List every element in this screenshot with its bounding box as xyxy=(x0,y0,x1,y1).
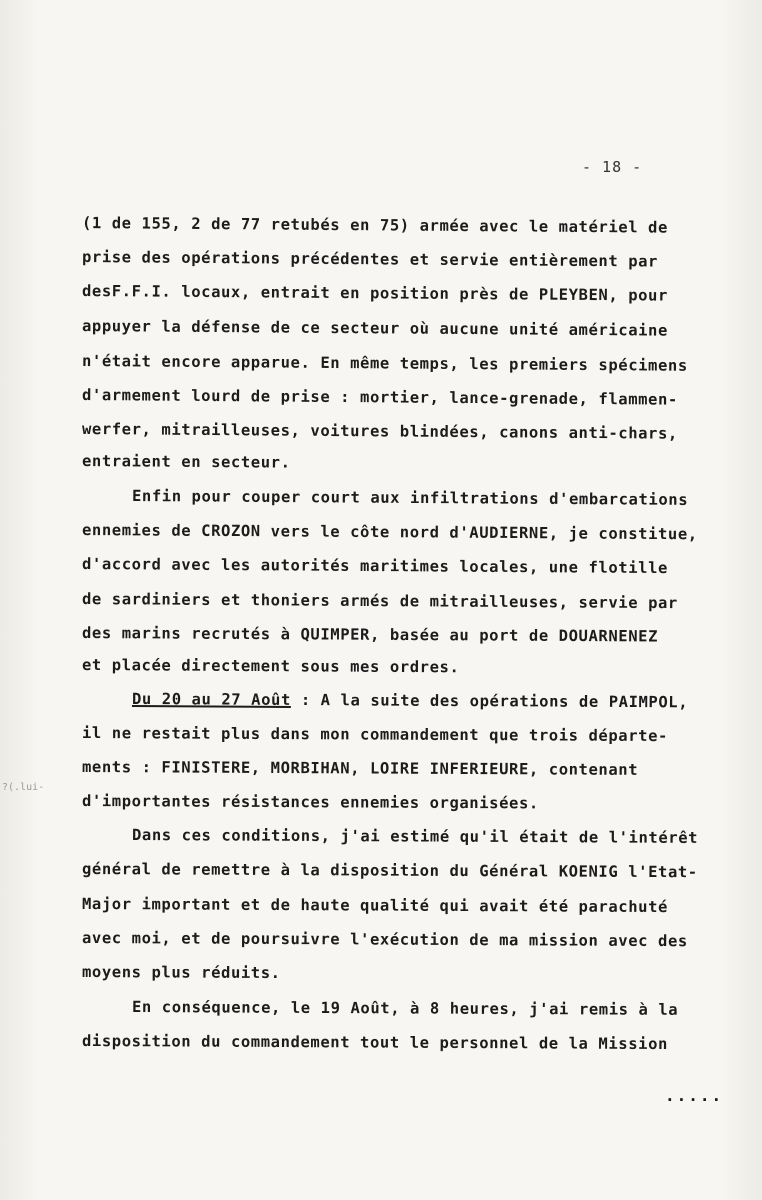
text-line: général de remettre à la disposition du Général KOENIG l'Etat- xyxy=(81,860,698,882)
text-line: entraient en secteur. xyxy=(81,452,291,472)
text-line: d'importantes résistances ennemies organisées. xyxy=(81,792,539,813)
text-line: ments : FINISTERE, MORBIHAN, LOIRE INFERIEURE, contenant xyxy=(81,758,639,779)
text-line: desF.F.I. locaux, entrait en position près de PLEYBEN, pour xyxy=(81,282,669,305)
text-line: prise des opérations précédentes et servie entièrement par xyxy=(81,248,659,271)
text-line: d'armement lourd de prise : mortier, lance-grenade, flammen- xyxy=(81,386,678,409)
text-line: werfer, mitrailleuses, voitures blindées, canons anti-chars, xyxy=(81,420,678,443)
text-line: avec moi, et de poursuivre l'exécution de ma mission avec des xyxy=(81,929,688,951)
text-line: disposition du commandement tout le personnel de la Mission xyxy=(81,1032,669,1054)
text-line: En conséquence, le 19 Août, à 8 heures, j'ai remis à la xyxy=(131,998,679,1019)
text-line: il ne restait plus dans mon commandement que trois départe- xyxy=(81,724,669,746)
text-line: Enfin pour couper court aux infiltrations d'embarcations xyxy=(131,487,689,509)
text-line: Major important et de haute qualité qui avait été parachuté xyxy=(81,895,669,917)
continuation-marker: ..... xyxy=(665,1086,724,1105)
text-line: et placée directement sous mes ordres. xyxy=(81,656,460,677)
text-line: ennemies de CROZON vers le côte nord d'AUDIERNE, je constitue, xyxy=(81,521,698,544)
margin-annotation: ?(.lui- xyxy=(2,782,45,793)
text-line: de sardiniers et thoniers armés de mitrailleuses, servie par xyxy=(81,590,678,613)
date-range: Du 20 au 27 Août xyxy=(131,690,291,709)
text-line: n'était encore apparue. En même temps, les premiers spécimens xyxy=(81,352,688,375)
text-line: appuyer la défense de ce secteur où aucune unité américaine xyxy=(81,317,669,340)
text-line: d'accord avec les autorités maritimes locales, une flotille xyxy=(81,555,669,578)
text-line: (1 de 155, 2 de 77 retubés en 75) armée avec le matériel de xyxy=(81,214,669,237)
dated-line-text: : A la suite des opérations de PAIMPOL, xyxy=(290,690,689,712)
text-line: des marins recrutés à QUIMPER, basée au port de DOUARNENEZ xyxy=(81,624,659,646)
dated-line xyxy=(132,690,688,711)
page-number: - 18 - xyxy=(582,158,643,176)
text-line: moyens plus réduits. xyxy=(81,963,281,983)
text-line: Dans ces conditions, j'ai estimé qu'il était de l'intérêt xyxy=(131,826,699,847)
